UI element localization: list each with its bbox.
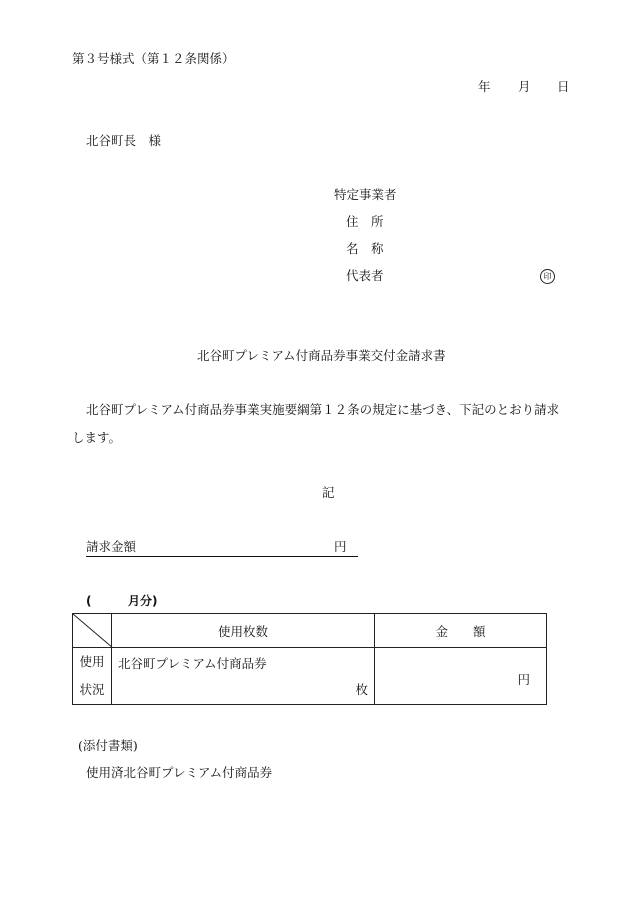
month-label: 月 [518, 79, 531, 94]
month-open-paren: ( [86, 594, 92, 608]
attachments-item: 使用済北谷町プレミアム付商品券 [86, 765, 273, 780]
item-name: 北谷町プレミアム付商品券 [118, 656, 267, 671]
year-label: 年 [478, 79, 491, 94]
body-text-line1: 北谷町プレミアム付商品券事業実施要綱第１２条の規定に基づき、下記のとおり請求 [86, 402, 560, 417]
addressee: 北谷町長 様 [86, 133, 162, 148]
count-unit: 枚 [355, 682, 368, 697]
name-label: 名 称 [346, 241, 384, 256]
row-label-line1: 使用 [79, 654, 105, 669]
representative-label: 代表者 [346, 268, 384, 283]
form-number: 第３号様式（第１２条関係） [72, 51, 235, 66]
diagonal-corner-cell [73, 614, 112, 648]
row-label-cell [73, 648, 112, 705]
header-amount: 金 額 [435, 623, 486, 639]
amount-unit: 円 [517, 672, 530, 687]
usage-count-cell [112, 648, 375, 705]
claim-amount-label: 請求金額 [86, 539, 137, 554]
attachments-heading: (添付書類) [78, 738, 138, 753]
amount-cell [375, 648, 547, 705]
applicant-heading: 特定事業者 [334, 187, 397, 202]
diagonal-line [73, 614, 113, 648]
month-label: 月分) [128, 594, 158, 608]
header-count-cell [112, 614, 375, 648]
address-label: 住 所 [346, 214, 384, 229]
header-count: 使用枚数 [217, 623, 268, 639]
day-label: 日 [557, 79, 570, 94]
usage-table [72, 613, 547, 705]
seal-mark-icon: 印 [540, 269, 555, 284]
date-line [478, 81, 491, 94]
document-title: 北谷町プレミアム付商品券事業交付金請求書 [197, 348, 446, 363]
body-text-line2: します。 [72, 430, 122, 445]
row-label-line2: 状況 [79, 682, 105, 697]
claim-amount-unit: 円 [334, 539, 347, 554]
claim-amount-underline [86, 556, 358, 557]
header-amount-cell [375, 614, 547, 648]
ki-heading: 記 [322, 485, 335, 500]
